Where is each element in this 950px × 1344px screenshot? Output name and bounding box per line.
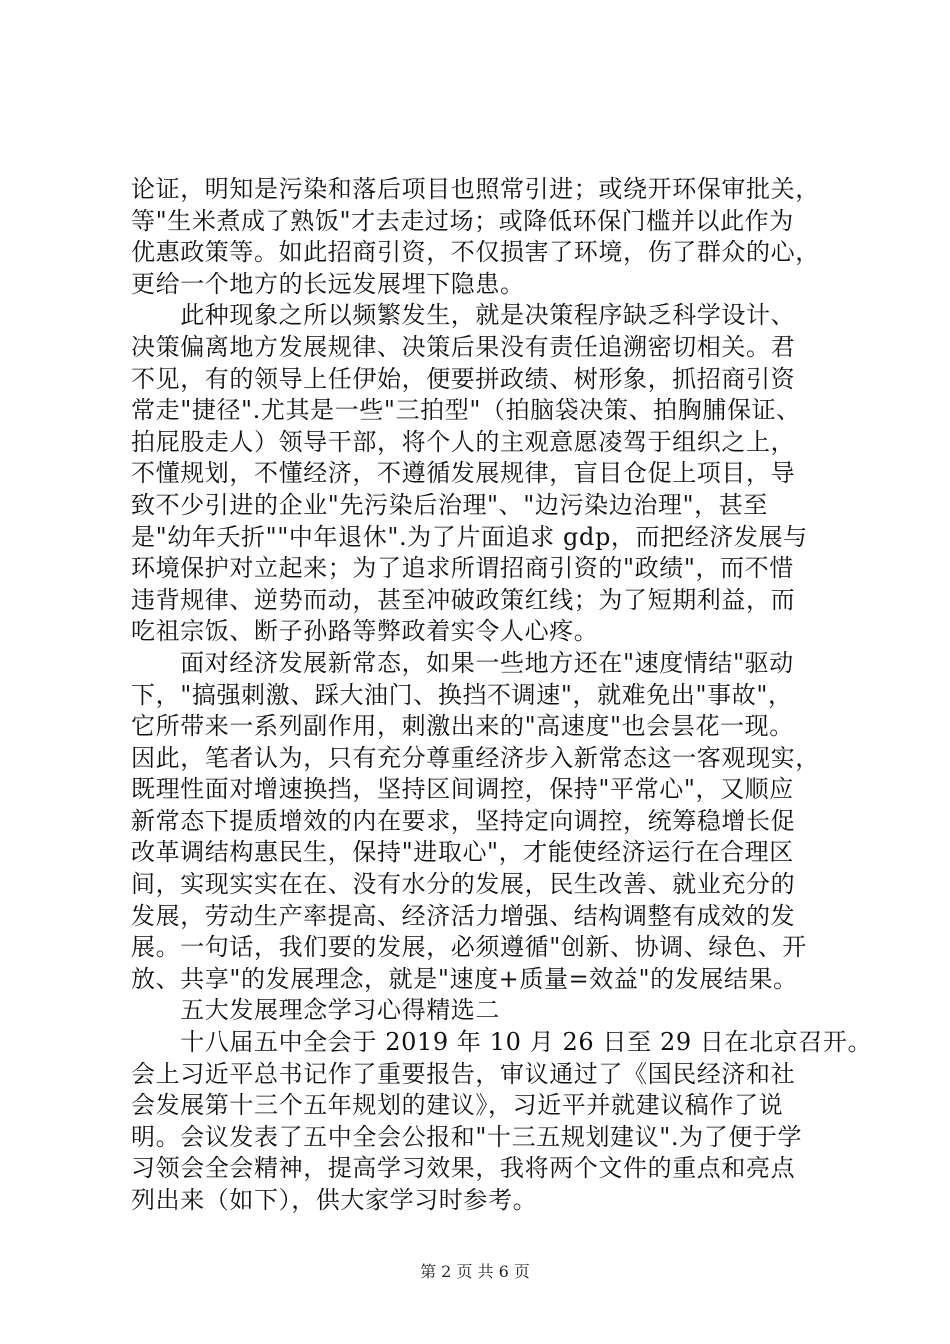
text-line: 新常态下提质增效的内在要求，坚持定向调控，统筹稳增长促 <box>131 806 796 835</box>
text-line: 违背规律、逆势而动，甚至冲破政策红线；为了短期利益，而 <box>131 585 796 614</box>
text-line: 常走"捷径".尤其是一些"三拍型"（拍脑袋决策、拍胸脯保证、 <box>131 396 801 425</box>
text-line: 发展，劳动生产率提高、经济活力增强、结构调整有成效的发 <box>131 901 796 930</box>
text-line: 间，实现实实在在、没有水分的发展，民生改善、就业充分的 <box>131 870 796 899</box>
text-line: 改革调结构惠民生，保持"进取心"，才能使经济运行在合理区 <box>131 838 794 867</box>
text-line: 更给一个地方的长远发展埋下隐患。 <box>131 269 525 298</box>
text-line: 习领会全会精神，提高学习效果，我将两个文件的重点和亮点 <box>131 1154 796 1183</box>
text-line: 既理性面对增速换挡，坚持区间调控，保持"平常心"，又顺应 <box>131 775 794 804</box>
text-line: 下，"搞强刺激、踩大油门、换挡不调速"，就难免出"事故"， <box>131 680 793 709</box>
text-line: 会发展第十三个五年规划的建议》，习近平并就建议稿作了说 <box>131 1091 784 1120</box>
text-line: 决策偏离地方发展规律、决策后果没有责任追溯密切相关。君 <box>131 332 796 361</box>
text-line: 不懂规划，不懂经济，不遵循发展规律，盲目仓促上项目，导 <box>131 459 796 488</box>
text-line: 环境保护对立起来；为了追求所谓招商引资的"政绩"，而不惜 <box>131 554 794 583</box>
text-line: 它所带来一系列副作用，刺激出来的"高速度"也会昙花一现。 <box>131 712 794 741</box>
text-line: 会上习近平总书记作了重要报告，审议通过了《国民经济和社 <box>131 1059 796 1088</box>
text-line: 十八届五中全会于 2019 年 10 月 26 日至 29 日在北京召开。 <box>131 1028 873 1057</box>
text-line: 展。一句话，我们要的发展，必须遵循"创新、协调、绿色、开 <box>131 933 807 962</box>
text-line: 因此，笔者认为，只有充分尊重经济步入新常态这一客观现实， <box>131 743 820 772</box>
text-line: 此种现象之所以频繁发生，就是决策程序缺乏科学设计、 <box>131 301 796 330</box>
text-line: 五大发展理念学习心得精选二 <box>131 996 500 1025</box>
text-line: 吃祖宗饭、断子孙路等弊政着实令人心疼。 <box>131 617 599 646</box>
text-line: 致不少引进的企业"先污染后治理"、"边污染边治理"，甚至 <box>131 490 768 519</box>
text-line: 放、共享"的发展理念，就是"速度+质量=效益"的发展结果。 <box>131 964 798 993</box>
text-line: 等"生米煮成了熟饭"才去走过场；或降低环保门槛并以此作为 <box>131 206 794 235</box>
text-line: 明。会议发表了五中全会公报和"十三五规划建议".为了便于学 <box>131 1122 803 1151</box>
text-line: 面对经济发展新常态，如果一些地方还在"速度情结"驱动 <box>131 648 794 677</box>
text-line: 不见，有的领导上任伊始，便要拼政绩、树形象，抓招商引资 <box>131 364 796 393</box>
text-line: 拍屁股走人）领导干部，将个人的主观意愿凌驾于组织之上， <box>131 427 796 456</box>
text-line: 优惠政策等。如此招商引资，不仅损害了环境，伤了群众的心， <box>131 238 820 267</box>
text-line: 列出来（如下），供大家学习时参考。 <box>131 1186 538 1214</box>
text-line: 论证，明知是污染和落后项目也照常引进；或绕开环保审批关， <box>131 175 820 203</box>
body-text <box>131 174 873 1217</box>
text-line: 是"幼年夭折""中年退休".为了片面追求 gdp，而把经济发展与 <box>131 522 808 551</box>
page-footer: 第 2 页 共 6 页 <box>420 1262 530 1281</box>
